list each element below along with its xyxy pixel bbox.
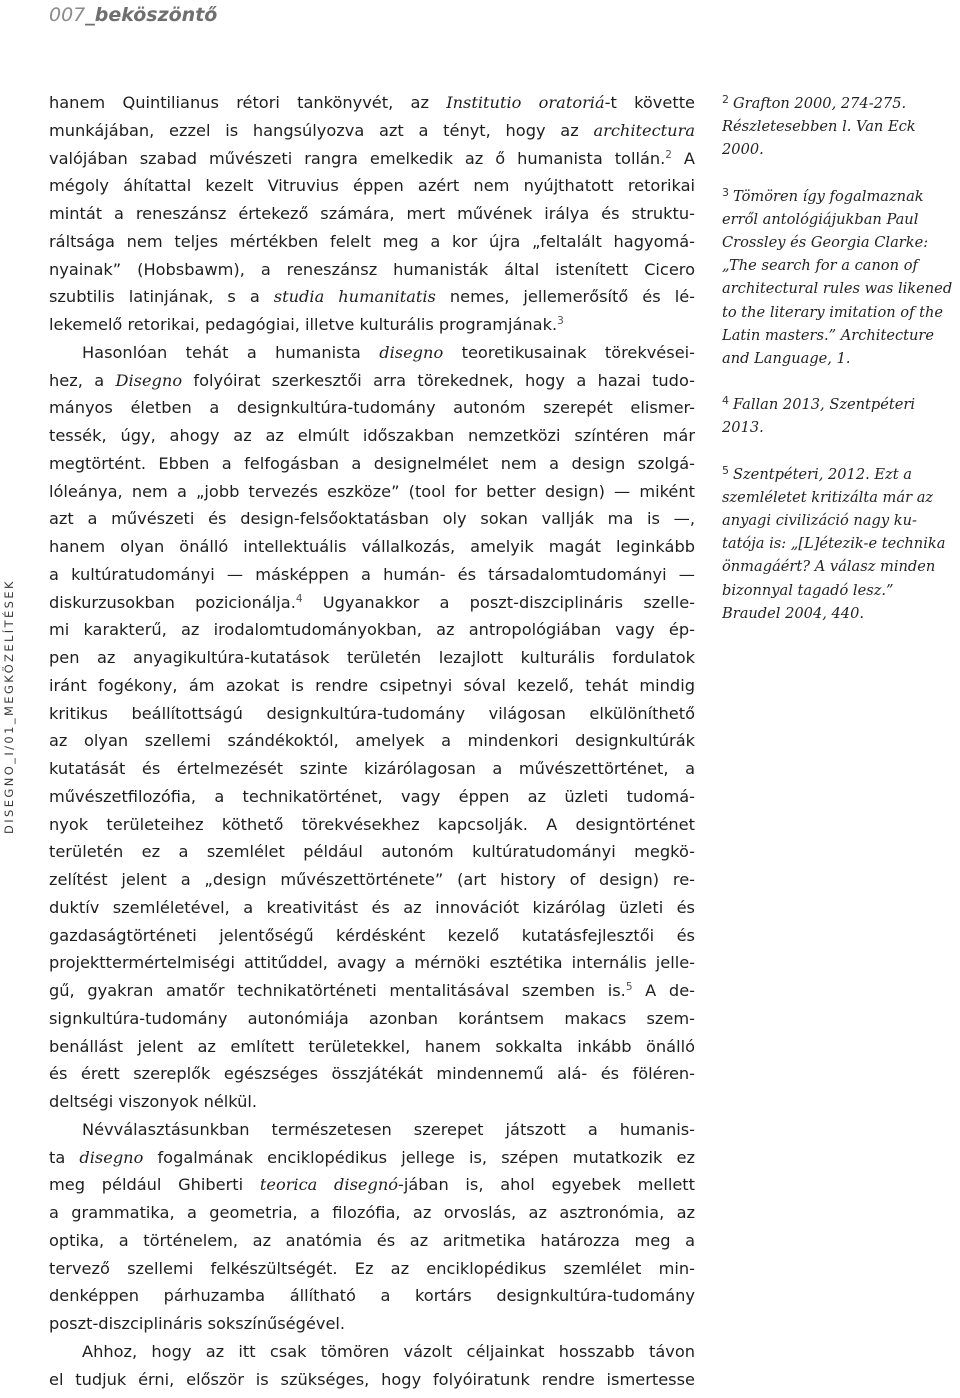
- text-line: a kultúratudományi — másképpen a humán- és társadalomtudományi —: [49, 564, 695, 584]
- text-line: duktív szemléletével, a kreativitást és az innovációt kizárólag üzleti és: [49, 897, 695, 917]
- text-line: és érett szereplők egészséges összjátékát mindennemű alá- és föléren-: [49, 1064, 695, 1084]
- text-line: azt a művészeti és design-felsőoktatásban oly sokan vallják ma is —,: [49, 509, 695, 529]
- footnote-ref: 3: [557, 315, 564, 327]
- text-line: Ahhoz, hogy az itt csak tömören vázolt céljainkat hosszabb távon: [82, 1341, 695, 1361]
- text-line: tervező szellemi felkészültségét. Ez az enciklopédikus szemlélet min-: [49, 1258, 695, 1278]
- text-line: iránt fogékony, ám azokat is rendre csipetnyi sóval kezelő, tehát mindig: [49, 675, 695, 695]
- text-line: signkultúra-tudomány autonómiája azonban korántsem makacs szem-: [49, 1008, 695, 1028]
- text-line: ta disegno fogalmának enciklopédikus jellege is, szépen mutatkozik ez: [49, 1147, 695, 1167]
- footnote-ref: 2: [665, 148, 672, 161]
- text-line: pen az anyagikultúra-kutatások területén lezajlott kulturális fordulatok: [49, 648, 695, 667]
- text-line: meg például Ghiberti teorica disegnó-jában is, ahol egyebek mellett: [49, 1175, 695, 1195]
- text-line: nyok területeihez köthető törekvésekhez kapcsolják. A designtörténet: [49, 814, 695, 834]
- text-line: zelítést jelent a „design művészettörténete” (art history of design) re-: [49, 870, 695, 889]
- text-line: lekemelő retorikai, pedagógiai, illetve kulturális programjának.$^3$: [49, 315, 564, 334]
- footnote-number: 2: [722, 93, 729, 106]
- text-line: munkájában, ezzel is hangsúlyozva azt a tényt, hogy az architectura: [49, 120, 695, 140]
- footnote-number: 5: [722, 463, 729, 477]
- text-line: hanem olyan önálló intellektuális vállalkozás, amelyik magát leginkább: [49, 537, 695, 556]
- text-line: Névválasztásunkban természetesen szerepet játszott a humanis-: [82, 1119, 695, 1139]
- text-line: denképpen párhuzamba állítható a kortárs designkultúra-tudomány: [49, 1286, 695, 1306]
- page-number: 007: [49, 4, 86, 26]
- text-line: hanem Quintilianus rétori tankönyvét, az Institutio oratoriá-t követte: [49, 93, 695, 112]
- sidebar-label: DISEGNO_I/01_MEGKÖZELÍTÉSEK: [2, 579, 16, 834]
- footnote-ref: 5: [625, 981, 633, 993]
- body-text: [49, 89, 695, 1393]
- text-line: ráltsága nem teljes mértékben felelt meg a kor újra „feltalált hagyomá-: [49, 231, 695, 251]
- text-line: tessék, úgy, ahogy az az elmúlt időszakban nemzetközi színtéren már: [49, 426, 695, 445]
- text-line: a grammatika, a geometria, a filozófia, az orvoslás, az asztronómia, az: [49, 1203, 695, 1222]
- text-line: hez, a Disegno folyóirat szerkesztői arra törekednek, hogy a hazai tudo-: [49, 370, 695, 390]
- text-line: megtörtént. Ebben a felfogásban a designelmélet nem a design szolgá-: [49, 453, 695, 473]
- text-line: mintát a reneszánsz értekező számára, mert művének irálya és struktu-: [49, 204, 695, 223]
- text-line: kritikus beállítottságú designkultúra-tudomány világosan elkülöníthető: [49, 703, 695, 723]
- vertical-sidebar: [0, 0, 22, 1398]
- footnote-3: $^3$ Tömören így fogalmaznak erről antológiájukban Paul Crossley és Georgia Clarke: „The search for a canon of architectural rules was likened to the literary imitation of the Latin masters.” Architecture and Language, 1.: [722, 185, 953, 368]
- text-line: szubtilis latinjának, s a studia humanitatis nemes, jellemerősítő és lé-: [49, 287, 695, 307]
- text-line: az olyan szellemi szándékoktól, amelyek a mindenkori designkultúrák: [49, 731, 695, 751]
- text-line: gazdaságtörténeti jelentőségű kérdésként kezelő kutatásfejlesztői és: [49, 925, 695, 945]
- text-line: mégoly áhítattal kezelt Vitruvius éppen azért nem nyújthatott retorikai: [49, 176, 695, 196]
- section-title: _beköszöntő: [85, 4, 218, 26]
- text-line: gű, gyakran amatőr technikatörténeti mentalitásával szemben is.$^5$ A de-: [49, 981, 695, 1000]
- footnote-2: $^2$ Grafton 2000, 274-275. Részletesebben l. Van Eck 2000.: [722, 93, 916, 159]
- text-line: Hasonlóan tehát a humanista disegno teoretikusainak törekvései-: [82, 342, 695, 362]
- footnote-number: 3: [722, 185, 729, 199]
- text-line: optika, a történelem, az anatómia és az aritmetika határozza meg a: [49, 1230, 695, 1250]
- text-line: területén ez a szemlélet például autonóm kultúratudományi megkö-: [49, 842, 695, 862]
- text-line: nyainak” (Hobsbawm), a reneszánsz humanisták által istenített Cicero: [49, 259, 695, 279]
- footnote-ref: 4: [295, 592, 303, 605]
- text-line: el tudjuk érni, először is szükséges, hogy folyóiratunk rendre ismertesse: [49, 1369, 695, 1389]
- footnote-4: $^4$ Fallan 2013, Szentpéteri 2013.: [722, 394, 916, 437]
- text-line: diskurzusokban pozicionálja.$^4$ Ugyanakkor a poszt-diszciplináris szelle-: [49, 592, 695, 612]
- text-line: mi karakterű, az irodalomtudományokban, az antropológiában vagy ép-: [49, 620, 695, 640]
- footnote-5: $^5$ Szentpéteri, 2012. Ezt a szemléletet kritizálta már az anyagi civilizáció nagy ku- tatója is: „[L]étezik-e technika önmagáért? A válasz minden bizonnyal tagadó lesz.” Braudel 2004, 440.: [722, 463, 946, 622]
- text-line: lóleánya, nem a „jobb tervezés eszköze” (tool for better design) — miként: [49, 481, 695, 501]
- text-line: mányos életben a designkultúra-tudomány autonóm szerepét elismer-: [49, 398, 695, 418]
- text-line: deltségi viszonyok nélkül.: [49, 1092, 258, 1111]
- page-header: [49, 4, 217, 26]
- text-line: projekttermértelmiségi attitűddel, avagy a mérnöki esztétika internális jelle-: [49, 953, 695, 973]
- footnote-number: 4: [722, 394, 729, 408]
- text-line: művészetfilozófia, a technikatörténet, vagy éppen az üzleti tudomá-: [49, 786, 695, 806]
- footnotes-column: [722, 92, 958, 648]
- text-line: benállást jelent az említett területekkel, hanem sokkalta inkább önálló: [49, 1036, 695, 1056]
- text-line: kutatását és értelmezését szinte kizárólagosan a művészettörténet, a: [49, 759, 695, 778]
- text-line: valójában szabad művészeti rangra emelkedik az ő humanista tollán.$^2$ A: [49, 148, 695, 168]
- text-line: poszt-diszciplináris sokszínűségével.: [49, 1314, 346, 1333]
